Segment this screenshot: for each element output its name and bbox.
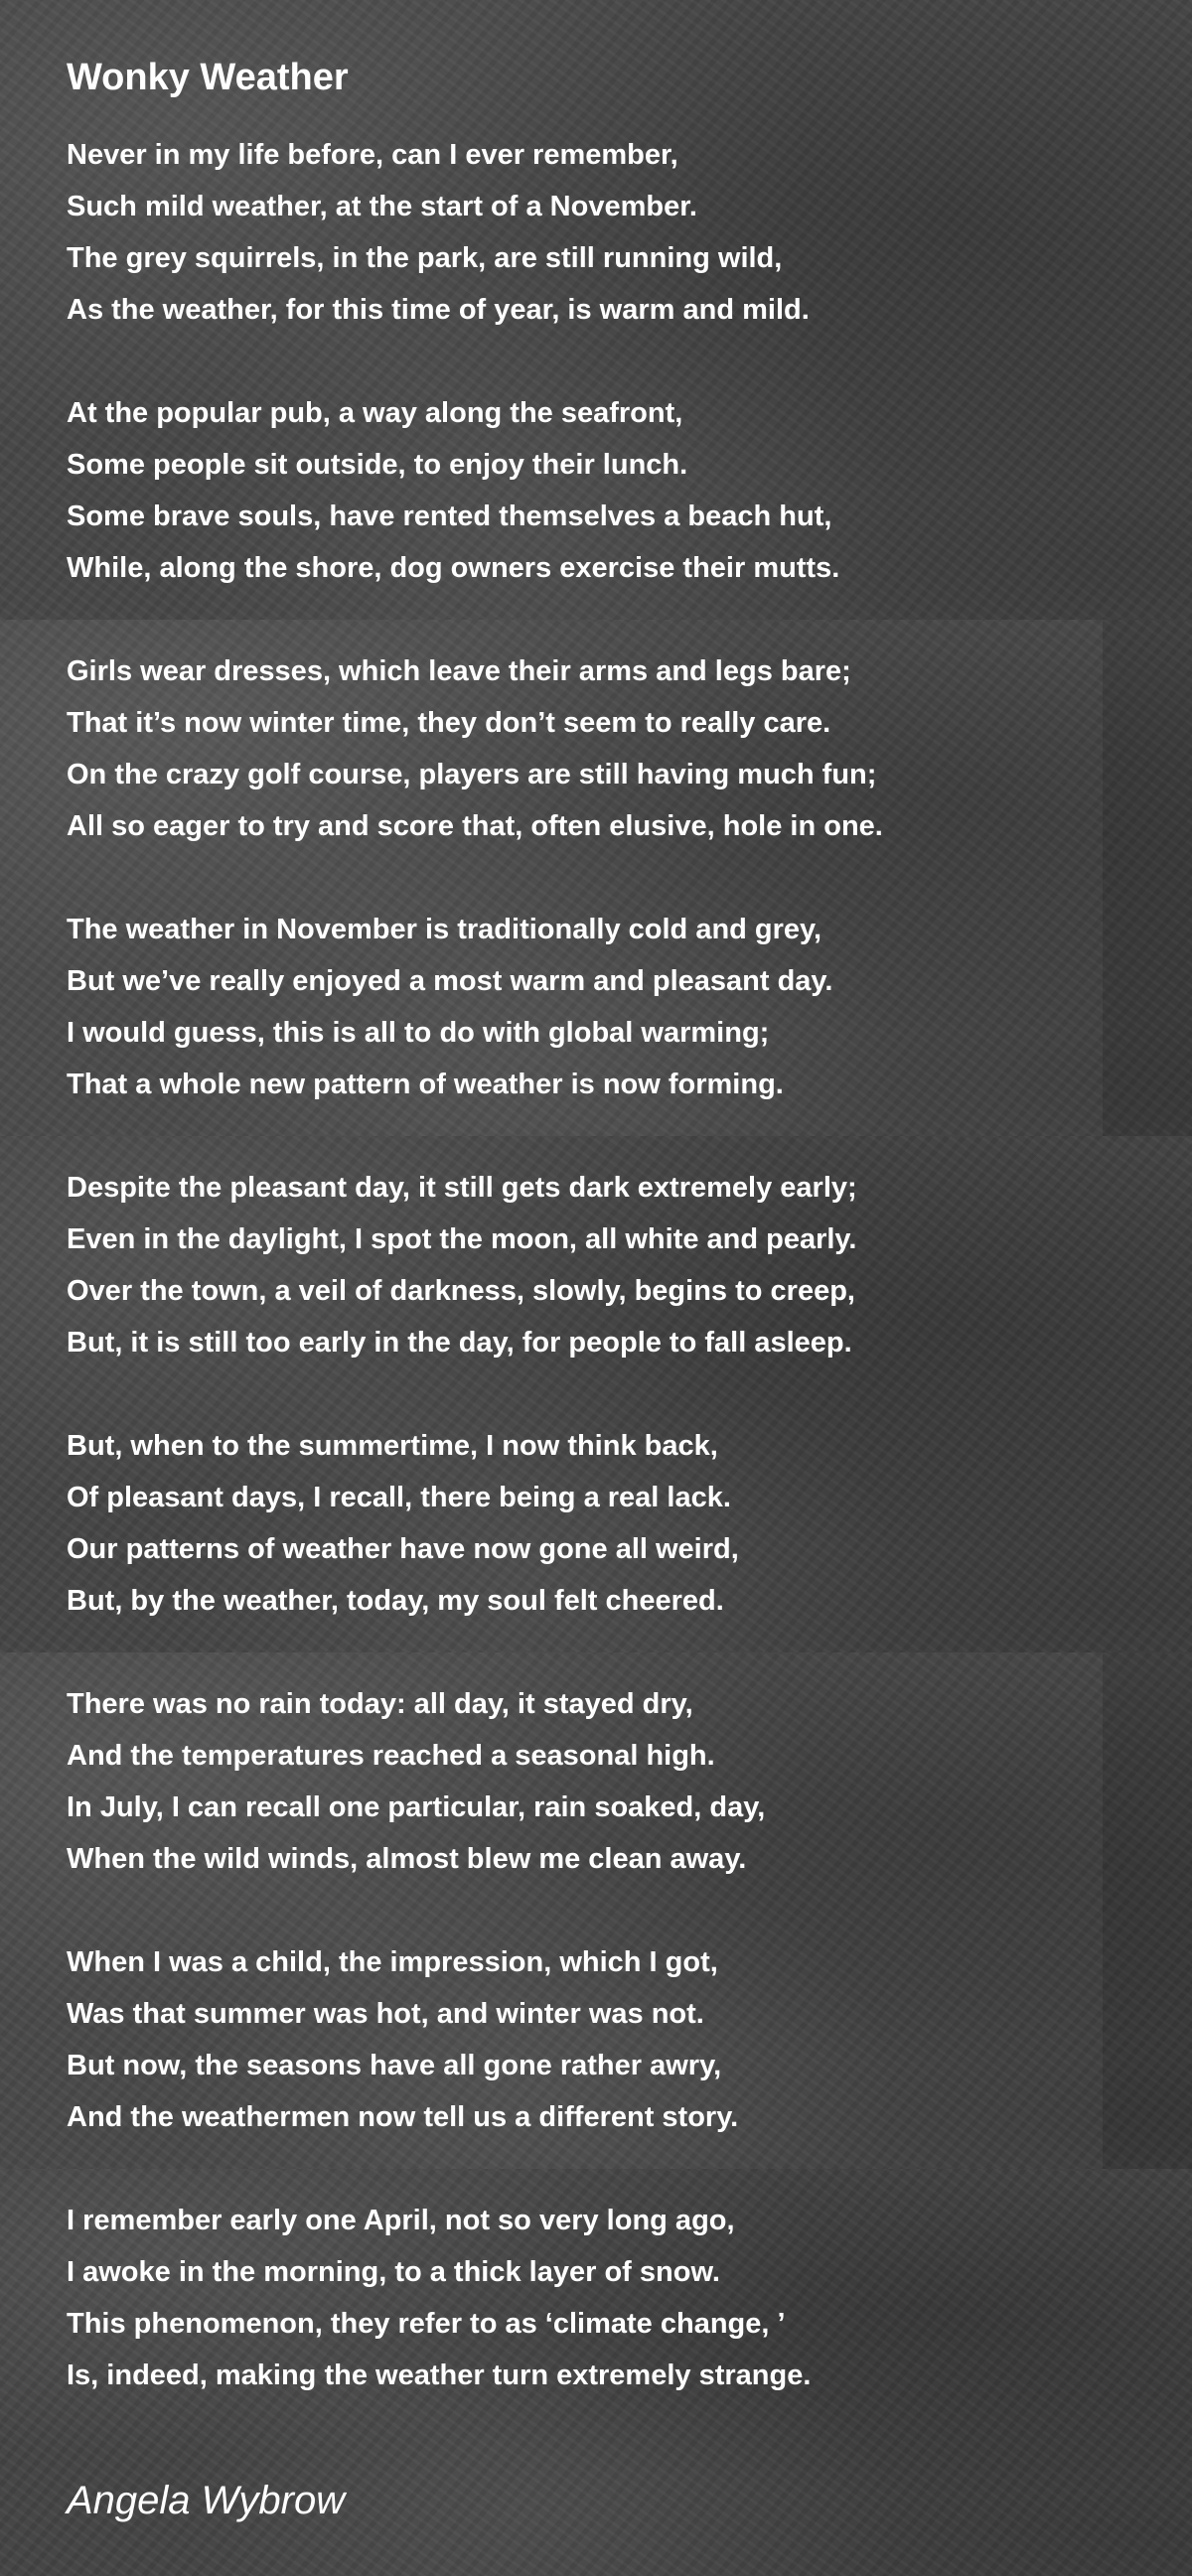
poem-line: Despite the pleasant day, it still gets dark extremely early; [67, 1172, 857, 1204]
poem-line: Of pleasant days, I recall, there being a real lack. [67, 1482, 731, 1513]
poem-stanza [67, 1936, 1159, 2143]
poem-stanza [67, 387, 1159, 594]
poem-line: But, it is still too early in the day, for people to fall asleep. [67, 1327, 852, 1359]
poem-line: Even in the daylight, I spot the moon, all white and pearly. [67, 1223, 857, 1255]
poem-line: All so eager to try and score that, often elusive, hole in one. [67, 810, 883, 842]
poem-line: Was that summer was hot, and winter was not. [67, 1998, 704, 2030]
poem-line: Some brave souls, have rented themselves a beach hut, [67, 501, 832, 532]
poem-line: I would guess, this is all to do with global warming; [67, 1017, 770, 1049]
poem-line: Such mild weather, at the start of a November. [67, 191, 697, 222]
poem-line: But now, the seasons have all gone rather awry, [67, 2050, 722, 2081]
poem-line: Some people sit outside, to enjoy their lunch. [67, 449, 688, 481]
poem-stanza [67, 129, 1159, 336]
poem-line: But we’ve really enjoyed a most warm and pleasant day. [67, 965, 833, 997]
poem-line: That it’s now winter time, they don’t seem to really care. [67, 707, 831, 739]
poem-line: When I was a child, the impression, which I got, [67, 1946, 718, 1978]
poem-line: But, by the weather, today, my soul felt cheered. [67, 1585, 724, 1617]
poem-line: On the crazy golf course, players are still having much fun; [67, 759, 877, 790]
poem-line: That a whole new pattern of weather is now forming. [67, 1069, 784, 1100]
poem-container [67, 50, 1159, 2453]
poem-line: I remember early one April, not so very long ago, [67, 2205, 735, 2236]
poem-stanza [67, 645, 1159, 852]
poem-line: When the wild winds, almost blew me clean away. [67, 1843, 747, 1875]
poem-line: Never in my life before, can I ever remember, [67, 139, 678, 171]
poem-line: As the weather, for this time of year, is warm and mild. [67, 294, 810, 326]
poem-line: And the weathermen now tell us a different story. [67, 2101, 739, 2133]
poem-line: Our patterns of weather have now gone all weird, [67, 1533, 739, 1565]
poem-line: While, along the shore, dog owners exercise their mutts. [67, 552, 840, 584]
poem-line: Girls wear dresses, which leave their arms and legs bare; [67, 655, 851, 687]
poem-line: At the popular pub, a way along the seafront, [67, 397, 683, 429]
poem-stanza [67, 1420, 1159, 1627]
poem-stanza [67, 2195, 1159, 2401]
poem-stanza [67, 1162, 1159, 1368]
poem-author: Angela Wybrow [67, 2479, 346, 2522]
poem-line: I awoke in the morning, to a thick layer of snow. [67, 2256, 720, 2288]
poem-line: And the temperatures reached a seasonal high. [67, 1740, 715, 1772]
poem-line: Over the town, a veil of darkness, slowly, begins to creep, [67, 1275, 855, 1307]
poem-line: But, when to the summertime, I now think back, [67, 1430, 718, 1462]
poem-line: This phenomenon, they refer to as ‘climate change, ’ [67, 2308, 786, 2340]
poem-stanza [67, 904, 1159, 1110]
poem-title: Wonky Weather [67, 57, 349, 98]
poem-line: There was no rain today: all day, it stayed dry, [67, 1688, 693, 1720]
poem-line: Is, indeed, making the weather turn extremely strange. [67, 2360, 812, 2391]
poem-stanza [67, 1678, 1159, 1885]
poem-line: In July, I can recall one particular, rain soaked, day, [67, 1791, 766, 1823]
poem-line: The grey squirrels, in the park, are still running wild, [67, 242, 783, 274]
poem-line: The weather in November is traditionally cold and grey, [67, 914, 822, 945]
poem-body [67, 129, 1159, 2401]
